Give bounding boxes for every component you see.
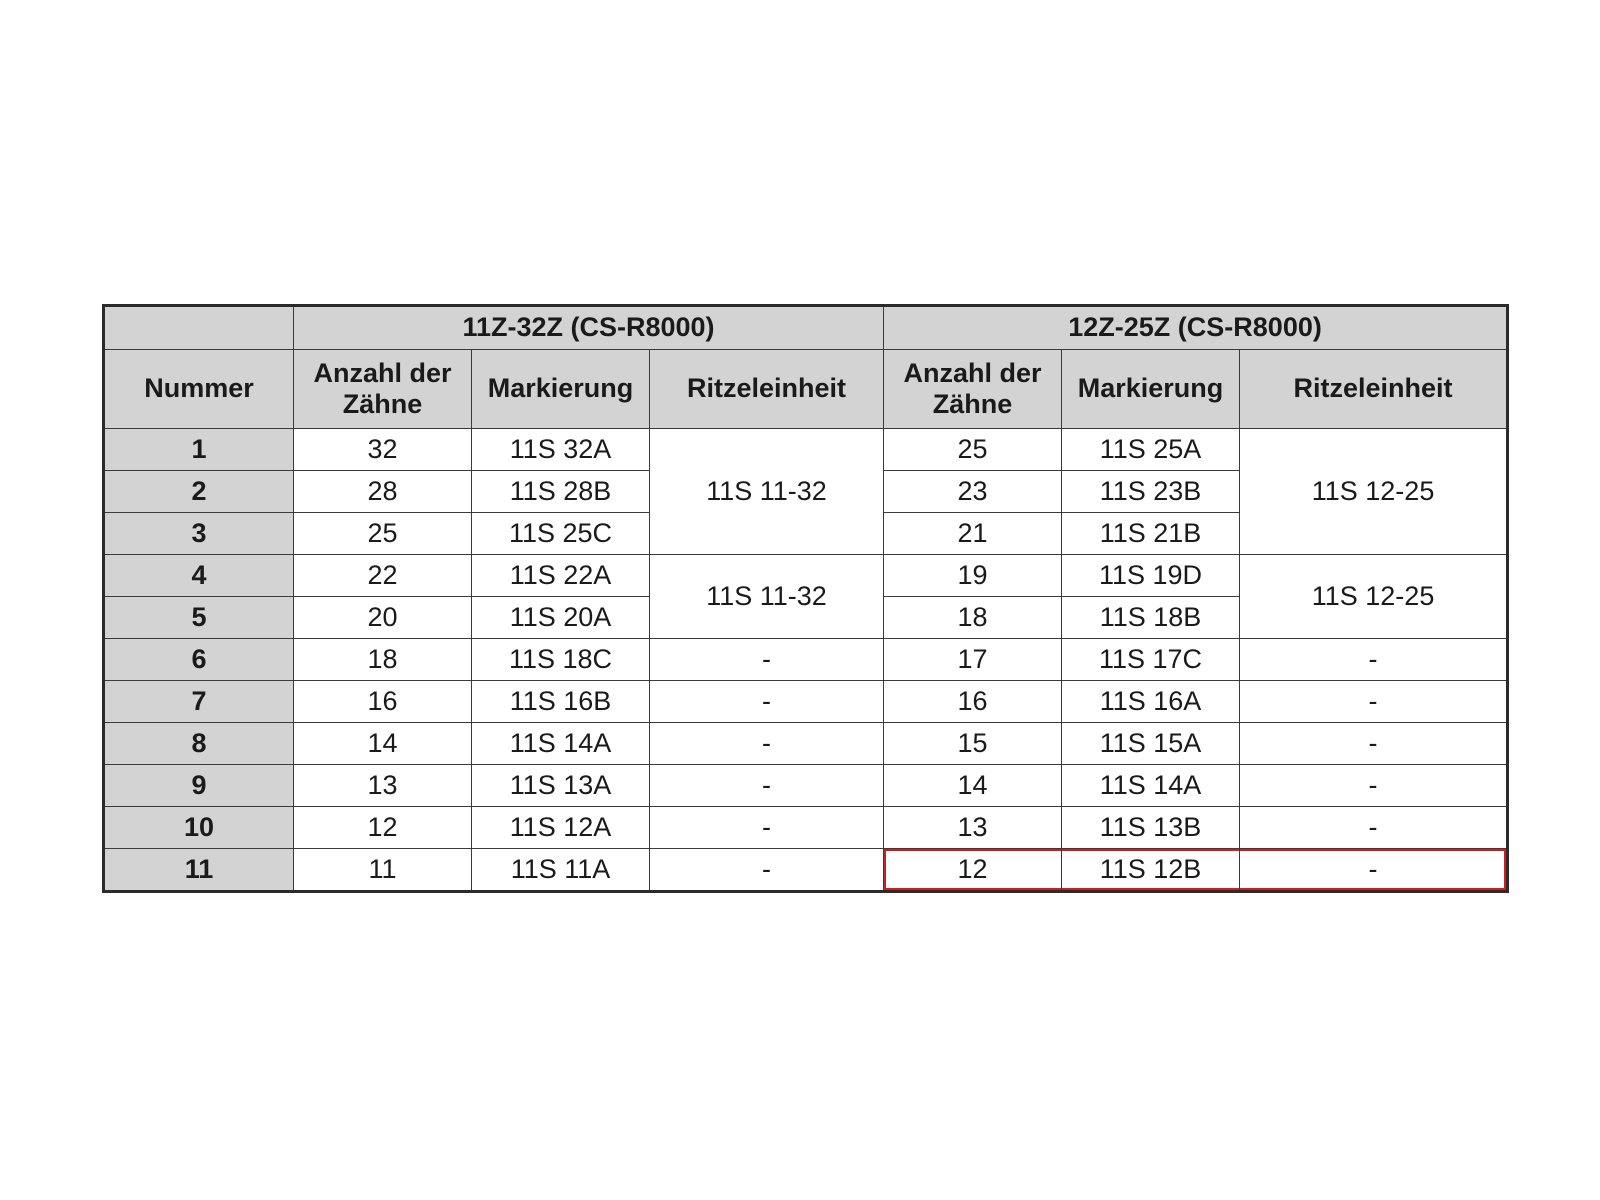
blank-corner-cell bbox=[104, 306, 294, 350]
unit-cell: - bbox=[1240, 681, 1508, 723]
unit-cell: - bbox=[650, 849, 884, 892]
column-header-row bbox=[104, 350, 1508, 429]
table-row bbox=[104, 807, 1508, 849]
group-header-12-25: 12Z-25Z (CS-R8000) bbox=[884, 306, 1508, 350]
teeth-cell: 18 bbox=[294, 639, 472, 681]
marking-cell: 11S 32A bbox=[472, 429, 650, 471]
marking-cell: 11S 22A bbox=[472, 555, 650, 597]
table-row bbox=[104, 681, 1508, 723]
column-header-unit: Ritzeleinheit bbox=[650, 350, 884, 429]
column-header-unit: Ritzeleinheit bbox=[1240, 350, 1508, 429]
highlighted-marking-cell: 11S 12B bbox=[1062, 849, 1240, 892]
unit-cell: - bbox=[650, 765, 884, 807]
teeth-cell: 25 bbox=[884, 429, 1062, 471]
marking-cell: 11S 13B bbox=[1062, 807, 1240, 849]
teeth-cell: 12 bbox=[294, 807, 472, 849]
teeth-cell: 25 bbox=[294, 513, 472, 555]
teeth-cell: 32 bbox=[294, 429, 472, 471]
unit-cell: - bbox=[650, 639, 884, 681]
marking-cell: 11S 13A bbox=[472, 765, 650, 807]
table-row bbox=[104, 639, 1508, 681]
teeth-cell: 16 bbox=[294, 681, 472, 723]
teeth-cell: 17 bbox=[884, 639, 1062, 681]
marking-cell: 11S 16B bbox=[472, 681, 650, 723]
teeth-cell: 21 bbox=[884, 513, 1062, 555]
highlighted-unit-cell: - bbox=[1240, 849, 1508, 892]
marking-cell: 11S 19D bbox=[1062, 555, 1240, 597]
marking-cell: 11S 25A bbox=[1062, 429, 1240, 471]
sprocket-spec-table bbox=[102, 304, 1509, 893]
table-row bbox=[104, 555, 1508, 597]
teeth-cell: 13 bbox=[884, 807, 1062, 849]
marking-cell: 11S 21B bbox=[1062, 513, 1240, 555]
highlighted-teeth-cell: 12 bbox=[884, 849, 1062, 892]
row-number: 11 bbox=[104, 849, 294, 892]
teeth-cell: 15 bbox=[884, 723, 1062, 765]
unit-cell-merged: 11S 11-32 bbox=[650, 429, 884, 555]
group-header-11-32: 11Z-32Z (CS-R8000) bbox=[294, 306, 884, 350]
unit-cell: - bbox=[650, 681, 884, 723]
teeth-cell: 13 bbox=[294, 765, 472, 807]
table-row bbox=[104, 765, 1508, 807]
marking-cell: 11S 20A bbox=[472, 597, 650, 639]
marking-cell: 11S 14A bbox=[1062, 765, 1240, 807]
marking-cell: 11S 14A bbox=[472, 723, 650, 765]
marking-cell: 11S 28B bbox=[472, 471, 650, 513]
teeth-cell: 22 bbox=[294, 555, 472, 597]
teeth-cell: 18 bbox=[884, 597, 1062, 639]
marking-cell: 11S 15A bbox=[1062, 723, 1240, 765]
row-number: 7 bbox=[104, 681, 294, 723]
table-row bbox=[104, 849, 1508, 892]
marking-cell: 11S 23B bbox=[1062, 471, 1240, 513]
teeth-cell: 23 bbox=[884, 471, 1062, 513]
marking-cell: 11S 18C bbox=[472, 639, 650, 681]
row-number: 1 bbox=[104, 429, 294, 471]
row-number: 6 bbox=[104, 639, 294, 681]
group-header-row bbox=[104, 306, 1508, 350]
row-number: 8 bbox=[104, 723, 294, 765]
column-header-teeth: Anzahl der Zähne bbox=[294, 350, 472, 429]
sprocket-table-container bbox=[102, 304, 1506, 893]
row-number: 10 bbox=[104, 807, 294, 849]
unit-cell: - bbox=[650, 807, 884, 849]
marking-cell: 11S 25C bbox=[472, 513, 650, 555]
marking-cell: 11S 12A bbox=[472, 807, 650, 849]
row-number: 4 bbox=[104, 555, 294, 597]
marking-cell: 11S 11A bbox=[472, 849, 650, 892]
row-number: 3 bbox=[104, 513, 294, 555]
unit-cell: - bbox=[1240, 807, 1508, 849]
row-number: 5 bbox=[104, 597, 294, 639]
teeth-cell: 14 bbox=[294, 723, 472, 765]
unit-cell: - bbox=[1240, 639, 1508, 681]
unit-cell: - bbox=[1240, 765, 1508, 807]
teeth-cell: 28 bbox=[294, 471, 472, 513]
unit-cell: - bbox=[1240, 723, 1508, 765]
row-number: 2 bbox=[104, 471, 294, 513]
marking-cell: 11S 18B bbox=[1062, 597, 1240, 639]
unit-cell-merged: 11S 11-32 bbox=[650, 555, 884, 639]
unit-cell-merged: 11S 12-25 bbox=[1240, 429, 1508, 555]
column-header-marking: Markierung bbox=[1062, 350, 1240, 429]
teeth-cell: 20 bbox=[294, 597, 472, 639]
teeth-cell: 11 bbox=[294, 849, 472, 892]
marking-cell: 11S 17C bbox=[1062, 639, 1240, 681]
table-row bbox=[104, 429, 1508, 471]
unit-cell-merged: 11S 12-25 bbox=[1240, 555, 1508, 639]
column-header-marking: Markierung bbox=[472, 350, 650, 429]
row-number: 9 bbox=[104, 765, 294, 807]
teeth-cell: 16 bbox=[884, 681, 1062, 723]
table-row bbox=[104, 723, 1508, 765]
column-header-teeth: Anzahl der Zähne bbox=[884, 350, 1062, 429]
unit-cell: - bbox=[650, 723, 884, 765]
teeth-cell: 14 bbox=[884, 765, 1062, 807]
column-header-number: Nummer bbox=[104, 350, 294, 429]
marking-cell: 11S 16A bbox=[1062, 681, 1240, 723]
teeth-cell: 19 bbox=[884, 555, 1062, 597]
